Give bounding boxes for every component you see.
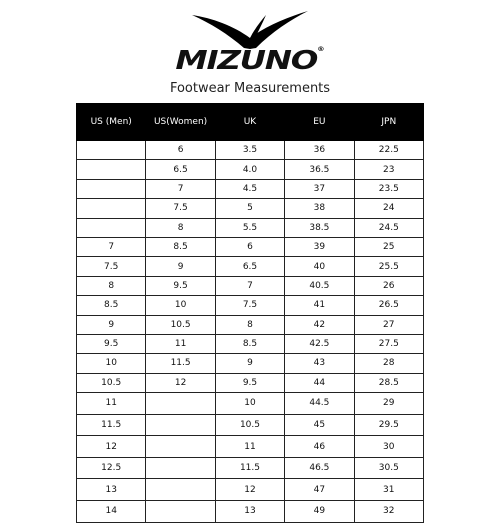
table-row	[77, 436, 424, 458]
table-cell: 9	[215, 354, 284, 373]
column-header: US (Men)	[77, 104, 146, 141]
table-row	[77, 393, 424, 415]
table-cell: 8	[215, 315, 284, 334]
table-cell: 42.5	[285, 334, 354, 353]
table-cell: 7	[146, 179, 215, 198]
table-row	[77, 237, 424, 256]
table-cell	[77, 179, 146, 198]
table-cell: 36.5	[285, 160, 354, 179]
table-cell: 39	[285, 237, 354, 256]
table-cell	[77, 141, 146, 160]
table-cell: 4.5	[215, 179, 284, 198]
page-title: Footwear Measurements	[169, 81, 331, 96]
table-cell: 6	[215, 237, 284, 256]
table-cell: 27.5	[354, 334, 423, 353]
table-cell: 10.5	[77, 373, 146, 392]
table-cell	[146, 501, 215, 523]
table-cell: 32	[354, 501, 423, 523]
table-cell: 7.5	[146, 199, 215, 218]
table-cell: 11	[215, 436, 284, 458]
table-cell: 29.5	[354, 414, 423, 436]
table-cell: 8	[146, 218, 215, 237]
table-cell: 24.5	[354, 218, 423, 237]
table-cell: 23	[354, 160, 423, 179]
table-cell: 46.5	[285, 457, 354, 479]
table-cell: 11	[146, 334, 215, 353]
brand-logo	[0, 0, 500, 80]
table-cell: 24	[354, 199, 423, 218]
table-cell: 11.5	[146, 354, 215, 373]
table-cell: 40	[285, 257, 354, 276]
table-row	[77, 334, 424, 353]
table-cell: 27	[354, 315, 423, 334]
table-cell: 46	[285, 436, 354, 458]
table-cell: 10	[146, 296, 215, 315]
table-cell: 9.5	[146, 276, 215, 295]
table-cell: 12	[146, 373, 215, 392]
table-cell: 4.0	[215, 160, 284, 179]
table-cell	[77, 160, 146, 179]
table-row	[77, 257, 424, 276]
table-cell: 37	[285, 179, 354, 198]
table-header-row	[77, 104, 424, 141]
table-cell: 7	[215, 276, 284, 295]
column-header: US(Women)	[146, 104, 215, 141]
table-row	[77, 218, 424, 237]
table-cell: 7.5	[215, 296, 284, 315]
table-cell: 29	[354, 393, 423, 415]
table-cell: 40.5	[285, 276, 354, 295]
table-cell	[146, 457, 215, 479]
table-cell: 47	[285, 479, 354, 501]
table-cell: 10.5	[215, 414, 284, 436]
table-cell: 30	[354, 436, 423, 458]
table-cell: 6.5	[215, 257, 284, 276]
table-cell: 25.5	[354, 257, 423, 276]
table-row	[77, 276, 424, 295]
table-row	[77, 457, 424, 479]
table-row	[77, 315, 424, 334]
size-chart-table	[76, 103, 424, 523]
table-cell	[146, 414, 215, 436]
table-row	[77, 479, 424, 501]
table-cell: 8.5	[146, 237, 215, 256]
table-row	[77, 141, 424, 160]
table-cell: 26	[354, 276, 423, 295]
table-cell: 44.5	[285, 393, 354, 415]
column-header: EU	[285, 104, 354, 141]
table-body	[77, 141, 424, 523]
table-cell: 38.5	[285, 218, 354, 237]
table-cell: 11.5	[215, 457, 284, 479]
table-row	[77, 373, 424, 392]
table-cell: 7	[77, 237, 146, 256]
table-cell: 26.5	[354, 296, 423, 315]
table-cell: 11	[77, 393, 146, 415]
table-cell: 9.5	[77, 334, 146, 353]
table-cell: 9	[77, 315, 146, 334]
table-cell: 42	[285, 315, 354, 334]
table-cell	[146, 436, 215, 458]
table-cell: 10.5	[146, 315, 215, 334]
table-cell: 38	[285, 199, 354, 218]
table-row	[77, 414, 424, 436]
table-cell: 6.5	[146, 160, 215, 179]
table-row	[77, 160, 424, 179]
table-cell	[77, 218, 146, 237]
table-cell: 12	[215, 479, 284, 501]
table-cell: 6	[146, 141, 215, 160]
table-cell: 12	[77, 436, 146, 458]
table-cell: 14	[77, 501, 146, 523]
table-row	[77, 179, 424, 198]
table-cell: 10	[77, 354, 146, 373]
table-row	[77, 354, 424, 373]
column-header: UK	[215, 104, 284, 141]
table-cell: 3.5	[215, 141, 284, 160]
table-cell: 44	[285, 373, 354, 392]
table-cell: 43	[285, 354, 354, 373]
table-cell: 41	[285, 296, 354, 315]
table-cell: 30.5	[354, 457, 423, 479]
table-row	[77, 296, 424, 315]
table-cell: 45	[285, 414, 354, 436]
table-row	[77, 501, 424, 523]
table-cell: 5.5	[215, 218, 284, 237]
brand-wordmark: MIZUNO®	[175, 46, 325, 76]
table-cell: 36	[285, 141, 354, 160]
table-row	[77, 199, 424, 218]
table-cell: 12.5	[77, 457, 146, 479]
table-cell: 23.5	[354, 179, 423, 198]
table-cell: 22.5	[354, 141, 423, 160]
table-cell: 9	[146, 257, 215, 276]
table-cell: 13	[77, 479, 146, 501]
table-cell: 8.5	[77, 296, 146, 315]
table-cell: 9.5	[215, 373, 284, 392]
registered-mark: ®	[317, 46, 325, 53]
table-cell	[146, 479, 215, 501]
column-header: JPN	[354, 104, 423, 141]
table-cell: 10	[215, 393, 284, 415]
mizuno-runbird-icon	[192, 8, 308, 50]
table-cell: 28.5	[354, 373, 423, 392]
table-cell: 31	[354, 479, 423, 501]
table-cell: 8.5	[215, 334, 284, 353]
table-cell: 28	[354, 354, 423, 373]
table-cell: 5	[215, 199, 284, 218]
table-cell: 25	[354, 237, 423, 256]
table-cell: 49	[285, 501, 354, 523]
table-cell: 11.5	[77, 414, 146, 436]
table-cell: 7.5	[77, 257, 146, 276]
table-cell: 8	[77, 276, 146, 295]
table-cell	[146, 393, 215, 415]
table-cell	[77, 199, 146, 218]
table-cell: 13	[215, 501, 284, 523]
